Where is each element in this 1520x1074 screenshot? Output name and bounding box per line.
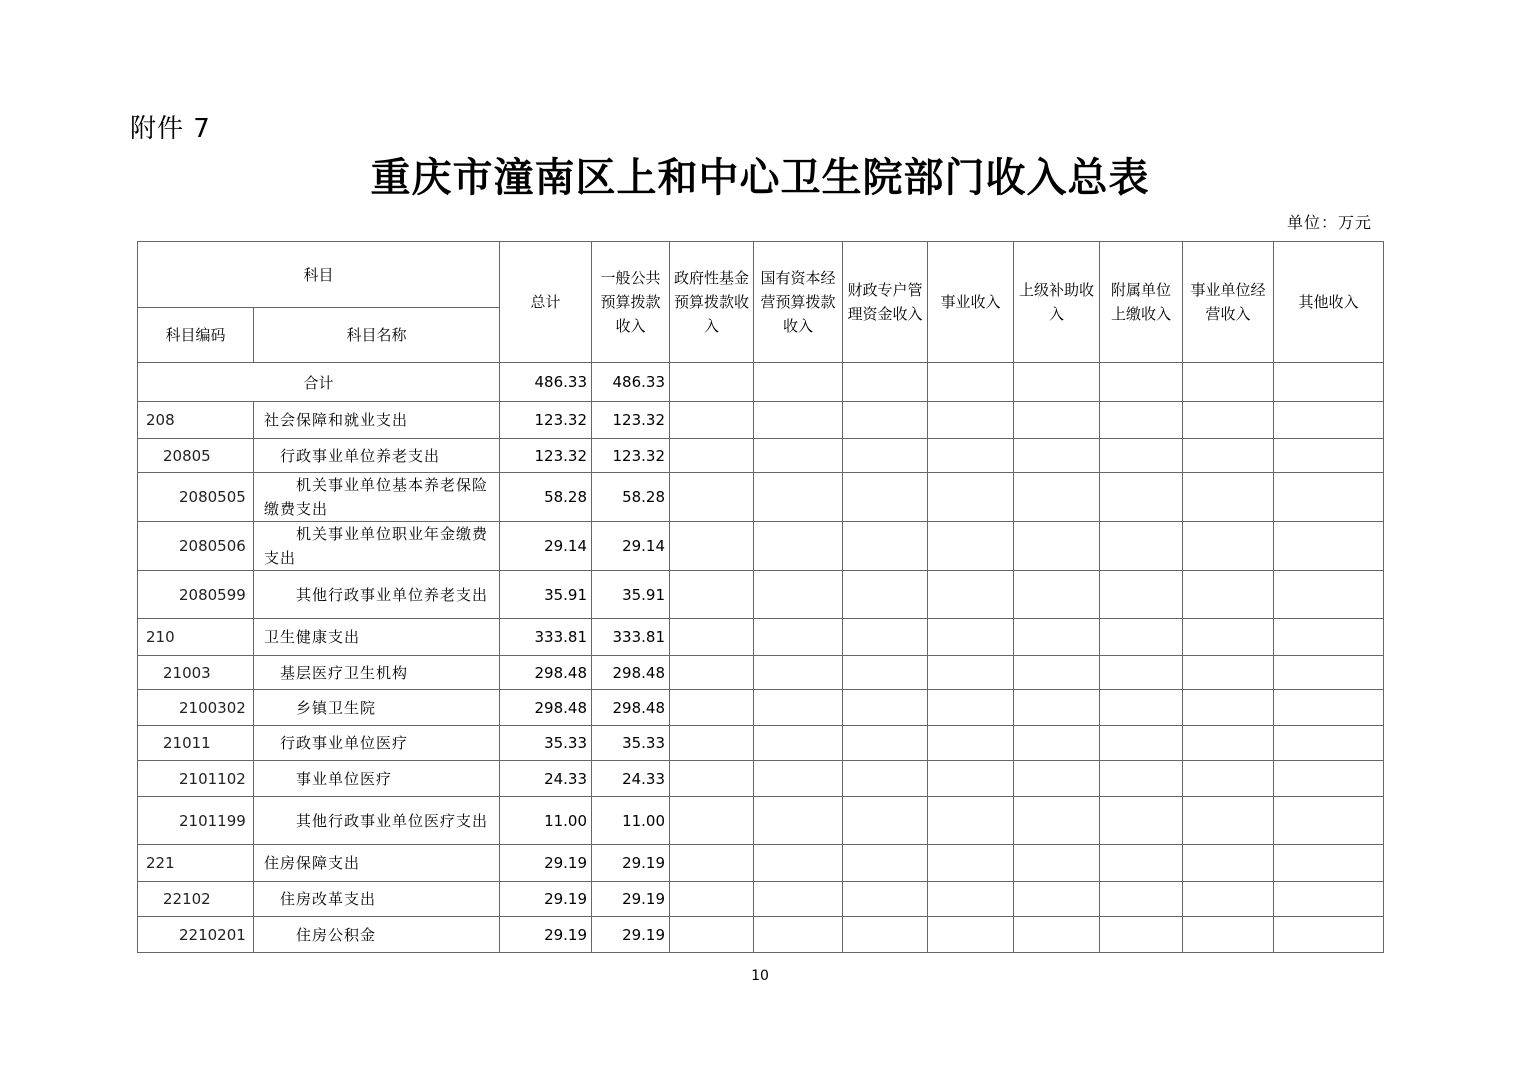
row-total: 11.00 bbox=[500, 797, 592, 845]
subject-name: 卫生健康支出 bbox=[254, 619, 500, 656]
row-total: 123.32 bbox=[500, 439, 592, 473]
income-summary-table bbox=[137, 241, 1384, 953]
table-row bbox=[138, 690, 1384, 726]
subject-code: 22102 bbox=[138, 882, 254, 917]
total-label: 合计 bbox=[138, 363, 500, 402]
page-number: 10 bbox=[751, 968, 769, 984]
table-row bbox=[138, 726, 1384, 761]
subject-code: 2080506 bbox=[138, 522, 254, 571]
header-total: 总计 bbox=[500, 242, 592, 363]
subject-name: 行政事业单位医疗 bbox=[254, 726, 500, 761]
table-row bbox=[138, 761, 1384, 797]
subject-code: 2080599 bbox=[138, 571, 254, 619]
subject-name: 住房保障支出 bbox=[254, 845, 500, 882]
subject-code: 208 bbox=[138, 402, 254, 439]
row-total: 29.19 bbox=[500, 917, 592, 953]
row-total: 29.19 bbox=[500, 882, 592, 917]
row-general-budget: 29.19 bbox=[592, 882, 670, 917]
subject-code: 2101199 bbox=[138, 797, 254, 845]
subject-name: 事业单位医疗 bbox=[254, 761, 500, 797]
header-other-income: 其他收入 bbox=[1274, 242, 1384, 363]
row-general-budget: 24.33 bbox=[592, 761, 670, 797]
page-title: 重庆市潼南区上和中心卫生院部门收入总表 bbox=[370, 154, 1150, 201]
subject-name: 社会保障和就业支出 bbox=[254, 402, 500, 439]
row-general-budget: 123.32 bbox=[592, 439, 670, 473]
table-row bbox=[138, 619, 1384, 656]
subject-code: 20805 bbox=[138, 439, 254, 473]
subject-code: 2101102 bbox=[138, 761, 254, 797]
unit-label: 单位：万元 bbox=[1286, 213, 1372, 232]
subject-code: 2080505 bbox=[138, 473, 254, 522]
row-general-budget: 29.19 bbox=[592, 917, 670, 953]
table-row bbox=[138, 473, 1384, 522]
subject-name: 机关事业单位职业年金缴费支出 bbox=[264, 525, 489, 567]
subject-name: 其他行政事业单位养老支出 bbox=[296, 585, 489, 604]
header-subject-name: 科目名称 bbox=[254, 308, 500, 363]
subject-code: 221 bbox=[138, 845, 254, 882]
row-general-budget: 35.33 bbox=[592, 726, 670, 761]
row-general-budget: 35.91 bbox=[592, 571, 670, 619]
subject-name: 住房改革支出 bbox=[254, 882, 500, 917]
total-value: 486.33 bbox=[500, 363, 592, 402]
subject-name: 机关事业单位基本养老保险缴费支出 bbox=[264, 476, 489, 518]
table-row bbox=[138, 656, 1384, 690]
subject-code: 21003 bbox=[138, 656, 254, 690]
header-state-capital: 国有资本经营预算拨款收入 bbox=[754, 242, 843, 363]
header-general-budget: 一般公共预算拨款收入 bbox=[592, 242, 670, 363]
row-general-budget: 29.19 bbox=[592, 845, 670, 882]
row-total: 298.48 bbox=[500, 656, 592, 690]
table-row bbox=[138, 882, 1384, 917]
table-row bbox=[138, 522, 1384, 571]
subject-name: 基层医疗卫生机构 bbox=[254, 656, 500, 690]
row-general-budget: 298.48 bbox=[592, 690, 670, 726]
row-total: 333.81 bbox=[500, 619, 592, 656]
row-general-budget: 123.32 bbox=[592, 402, 670, 439]
row-total: 29.14 bbox=[500, 522, 592, 571]
table-row bbox=[138, 845, 1384, 882]
header-subject: 科目 bbox=[138, 242, 500, 308]
row-general-budget: 11.00 bbox=[592, 797, 670, 845]
row-total: 35.33 bbox=[500, 726, 592, 761]
table-row bbox=[138, 402, 1384, 439]
total-general-budget: 486.33 bbox=[592, 363, 670, 402]
subject-name: 住房公积金 bbox=[254, 917, 500, 953]
header-gov-fund: 政府性基金预算拨款收入 bbox=[670, 242, 754, 363]
row-general-budget: 298.48 bbox=[592, 656, 670, 690]
row-total: 29.19 bbox=[500, 845, 592, 882]
row-total: 123.32 bbox=[500, 402, 592, 439]
subject-code: 210 bbox=[138, 619, 254, 656]
table-row bbox=[138, 439, 1384, 473]
row-general-budget: 29.14 bbox=[592, 522, 670, 571]
row-general-budget: 333.81 bbox=[592, 619, 670, 656]
row-total: 298.48 bbox=[500, 690, 592, 726]
attachment-label: 附件 7 bbox=[130, 114, 211, 144]
table-row bbox=[138, 797, 1384, 845]
header-subject-code: 科目编码 bbox=[138, 308, 254, 363]
subject-code: 2210201 bbox=[138, 917, 254, 953]
header-superior-subsidy: 上级补助收入 bbox=[1014, 242, 1100, 363]
row-total: 35.91 bbox=[500, 571, 592, 619]
subject-code: 2100302 bbox=[138, 690, 254, 726]
subject-name: 其他行政事业单位医疗支出 bbox=[296, 811, 489, 830]
header-affiliated-remit: 附属单位上缴收入 bbox=[1100, 242, 1183, 363]
subject-name: 行政事业单位养老支出 bbox=[254, 439, 500, 473]
row-total: 24.33 bbox=[500, 761, 592, 797]
table-row bbox=[138, 571, 1384, 619]
header-operating-income: 事业单位经营收入 bbox=[1183, 242, 1274, 363]
subject-name: 乡镇卫生院 bbox=[254, 690, 500, 726]
subject-code: 21011 bbox=[138, 726, 254, 761]
header-business-income: 事业收入 bbox=[928, 242, 1014, 363]
row-total: 58.28 bbox=[500, 473, 592, 522]
total-row bbox=[138, 363, 1384, 402]
row-general-budget: 58.28 bbox=[592, 473, 670, 522]
header-special-account: 财政专户管理资金收入 bbox=[843, 242, 928, 363]
table-row bbox=[138, 917, 1384, 953]
